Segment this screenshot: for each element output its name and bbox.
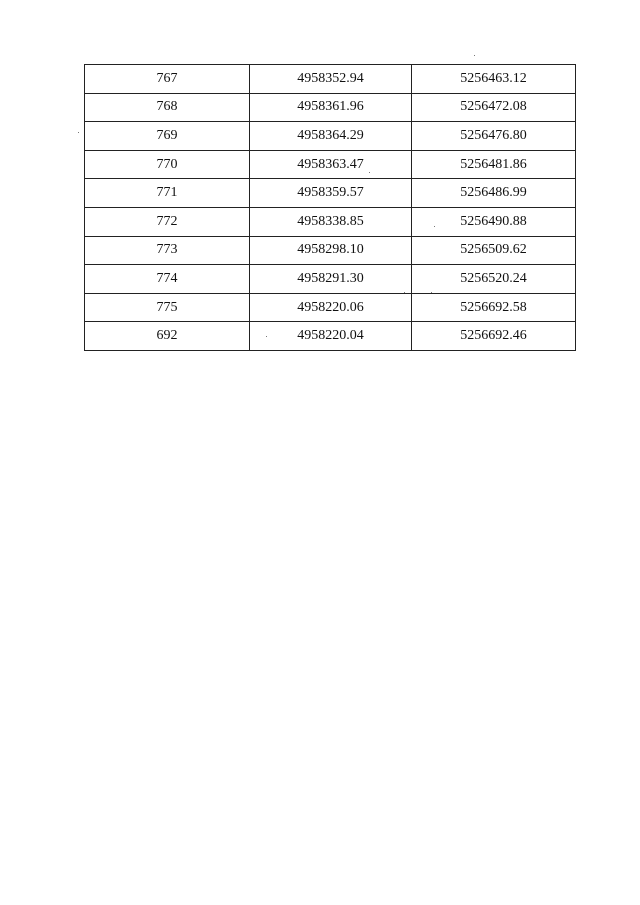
y-coordinate-cell: 5256486.99 [412,179,576,208]
y-coordinate-cell: 5256481.86 [412,150,576,179]
point-number-cell: 692 [85,322,250,351]
point-number-cell: 770 [85,150,250,179]
x-coordinate-cell: 4958291.30 [250,265,412,294]
y-coordinate-cell: 5256692.58 [412,293,576,322]
point-number-cell: 772 [85,207,250,236]
y-coordinate-cell: 5256520.24 [412,265,576,294]
point-number-cell: 774 [85,265,250,294]
table-row [85,207,576,236]
table-row [85,236,576,265]
y-coordinate-cell: 5256509.62 [412,236,576,265]
x-coordinate-cell: 4958363.47 [250,150,412,179]
point-number-cell: 768 [85,93,250,122]
point-number-cell: 773 [85,236,250,265]
table-row [85,179,576,208]
table-row [85,293,576,322]
x-coordinate-cell: 4958364.29 [250,122,412,151]
scan-speck [404,292,405,293]
x-coordinate-cell: 4958220.04 [250,322,412,351]
point-number-cell: 767 [85,65,250,94]
y-coordinate-cell: 5256472.08 [412,93,576,122]
x-coordinate-cell: 4958338.85 [250,207,412,236]
table-row [85,150,576,179]
y-coordinate-cell: 5256476.80 [412,122,576,151]
table-row [85,65,576,94]
x-coordinate-cell: 4958220.06 [250,293,412,322]
point-number-cell: 775 [85,293,250,322]
y-coordinate-cell: 5256463.12 [412,65,576,94]
x-coordinate-cell: 4958352.94 [250,65,412,94]
point-number-cell: 769 [85,122,250,151]
table-row [85,322,576,351]
table-row [85,122,576,151]
x-coordinate-cell: 4958298.10 [250,236,412,265]
x-coordinate-cell: 4958361.96 [250,93,412,122]
scan-speck [369,172,370,173]
scan-speck [78,132,79,133]
scan-speck [431,292,432,293]
y-coordinate-cell: 5256692.46 [412,322,576,351]
table-row [85,93,576,122]
table-row [85,265,576,294]
x-coordinate-cell: 4958359.57 [250,179,412,208]
coordinates-table [84,64,576,351]
scan-speck [474,55,475,56]
point-number-cell: 771 [85,179,250,208]
scan-speck [434,226,435,227]
scan-speck [266,336,267,337]
y-coordinate-cell: 5256490.88 [412,207,576,236]
